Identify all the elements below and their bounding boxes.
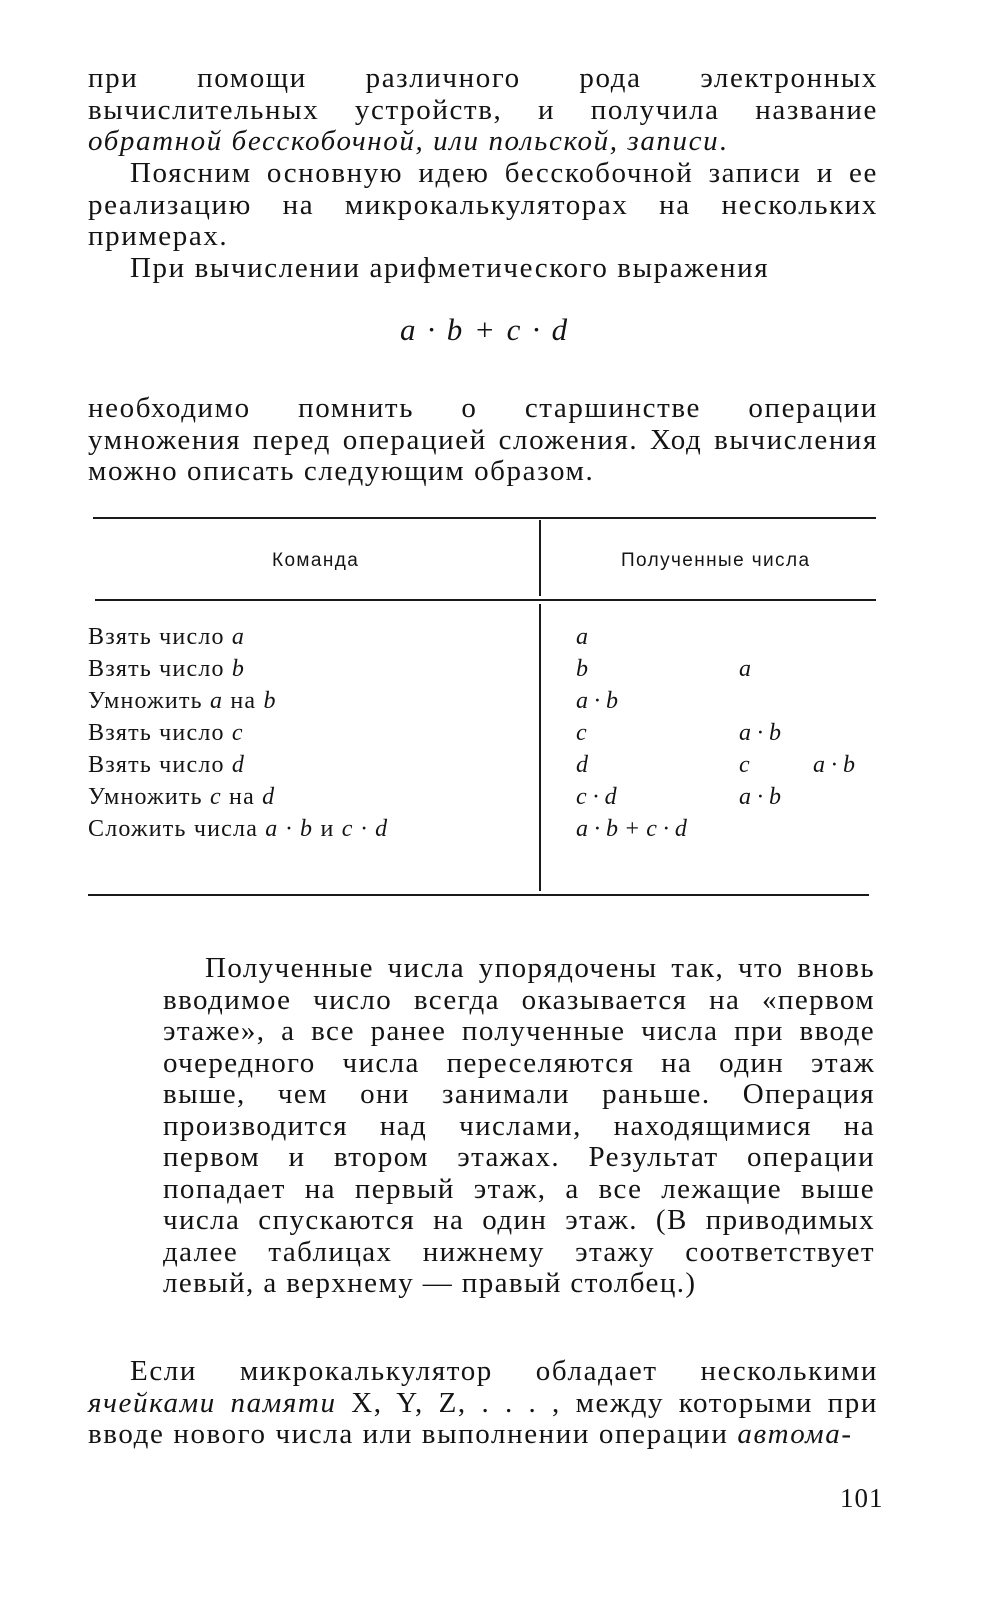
paragraph-3: При вычислении арифметического выражения [130,252,770,284]
italic-term-memory-cells: ячейками памяти [88,1386,337,1419]
table-row-command: Умножить c на d [88,784,276,810]
body-divider [539,604,541,891]
header-command: Команда [272,550,360,571]
paragraph-1 [88,63,878,158]
paragraph-6: Если микрокалькулятор обладает несколькими ячейками памяти X, Y, Z, . . . , между которыми при вводе нового числа или выполнении операции автома- [88,1355,878,1450]
paragraph-2: Поясним основную идею бесскобочной записи и ее реализацию на микрокалькуляторах на нескольких примерах. [88,157,878,252]
table-top-rule [93,517,876,519]
table-row-command: Взять число c [88,720,244,746]
paragraph-1-end: . [719,125,729,157]
stack-cell-floor-3: a · b [813,752,855,778]
paragraph-1-italic-term: обратной бесскобочной, или польской, записи [88,125,720,157]
paragraph-1-text: при помощи различного рода электронных вычислительных устройств, и получила название [88,62,878,126]
table-row-command: Умножить a на b [88,688,277,714]
table-row-command: Взять число a [88,624,246,650]
table-row-command: Взять число b [88,656,246,682]
stack-cell-floor-2: a [739,656,751,682]
header-bottom-rule [95,599,876,601]
table-bottom-rule [88,894,869,896]
italic-term-auto: автома- [737,1418,853,1450]
stack-cell-floor-1: b [576,656,588,682]
header-divider [539,520,541,596]
stack-cell-floor-2: a · b [739,720,781,746]
stack-cell-floor-1: a [576,624,588,650]
stack-cell-floor-1: c · d [576,784,617,810]
stack-cell-floor-1: a · b + c · d [576,816,687,842]
stack-cell-floor-2: a · b [739,784,781,810]
paragraph-4: необходимо помнить о старшинстве операции умножения перед операцией сложения. Ход вычисления можно описать следующим образом. [88,392,878,487]
table-row-command: Взять число d [88,752,246,778]
page-number: 101 [840,1483,884,1513]
stack-cell-floor-2: c [739,752,750,778]
stack-cell-floor-1: a · b [576,688,618,714]
stack-cell-floor-1: d [576,752,588,778]
paragraph-5: Полученные числа упорядочены так, что вновь вводимое число всегда оказывается на «первом этаже», а все ранее полученные числа при вводе очередного числа переселяются на один этаж выше, чем они занимали раньше. Операция производится над числами, находящимися на первом и втором этажах. Результат операции попадает на первый этаж, а все лежащие выше числа спускаются на один этаж. (В приводимых далее таблицах нижнему этажу соответствует левый, а верхнему — правый столбец.) [163,952,875,1299]
stack-cell-floor-1: c [576,720,587,746]
table-row-command: Сложить числа a · b и c · d [88,816,389,842]
header-numbers: Полученные числа [621,550,811,571]
formula: a · b + c · d [400,312,570,347]
